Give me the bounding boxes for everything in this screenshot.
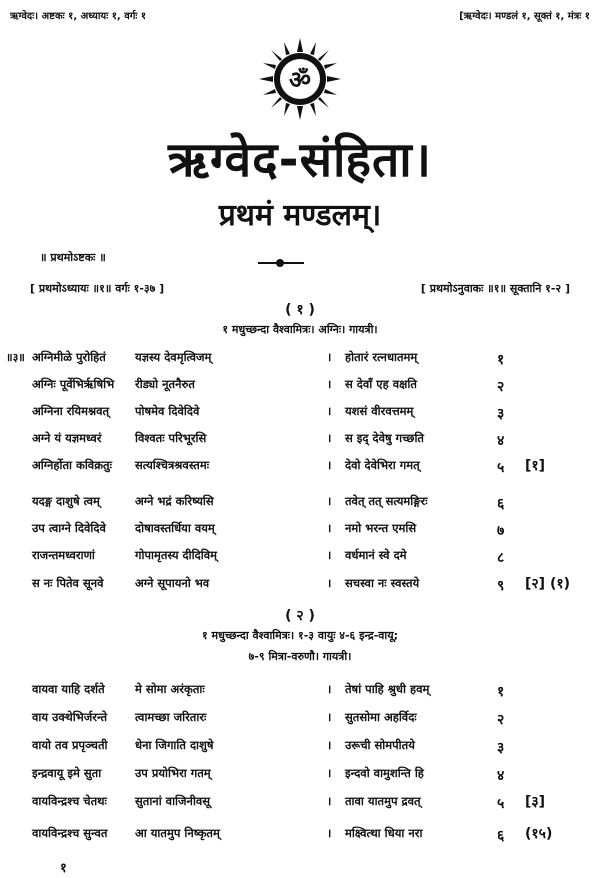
s2-verse-number: ४	[497, 768, 505, 784]
s1-verse-pada-b: गोपामृतस्य दीदिविम्	[135, 548, 217, 562]
adhyaya-bracket: [ प्रथमोऽध्यायः ॥१॥ वर्गः १-३७ ]	[30, 282, 165, 295]
s2-verse-number: १	[497, 684, 505, 700]
s1-verse-danda: ।	[327, 350, 332, 364]
s1-varga-mark: [२] (१)	[525, 576, 571, 592]
margin-note: ॥३॥	[6, 351, 25, 364]
s1-verse-number: ९	[497, 578, 505, 594]
s1-verse-danda: ।	[327, 576, 332, 590]
s1-verse-pada-c: होतारं रत्नधातमम्	[345, 350, 418, 364]
s1-verse-number: ६	[497, 496, 505, 512]
sukta-number-2: ( २ )	[285, 608, 315, 624]
running-header-left: ऋग्वेदः। अष्टकः १, अध्यायः १, वर्गः १	[10, 11, 147, 22]
s1-verse-pada-c: वर्धमानं स्वे दमे	[345, 548, 407, 562]
s2-verse-danda: ।	[327, 766, 332, 780]
s2-varga-mark: [३]	[525, 794, 546, 810]
s2-verse-pada-b: आ यातमुप निष्कृतम्	[135, 826, 220, 840]
s2-verse-pada-a: वायविन्द्रश्च सुन्वत	[32, 826, 108, 840]
running-header-right: [ऋग्वेदः। मण्डलं १, सूक्तं १, मंत्रः १	[459, 11, 590, 22]
s1-verse-pada-b: रीड्यो नूतनैरुत	[135, 377, 195, 391]
s2-verse-pada-a: वायवा याहि दर्शते	[32, 682, 105, 696]
s1-verse-pada-c: स इद् देवेषु गच्छति	[345, 431, 424, 445]
s1-verse-danda: ।	[327, 521, 332, 535]
s1-verse-danda: ।	[327, 431, 332, 445]
s1-verse-pada-c: नमो भरन्त एमसि	[345, 521, 417, 535]
s1-verse-pada-b: पोषमेव दिवेदिवे	[135, 404, 200, 418]
s2-verse-pada-a: वायविन्द्रश्च चेतथः	[32, 794, 107, 808]
s2-verse-pada-a: वाय उक्थेभिर्जरन्ते	[32, 710, 108, 724]
s2-verse-pada-c: तेषां पाहि श्रुधी हवम्	[345, 682, 430, 696]
s1-verse-number: ४	[497, 433, 505, 449]
s1-verse-pada-b: विश्वतः परिभूरसि	[135, 431, 207, 445]
s2-verse-danda: ।	[327, 826, 332, 840]
s2-verse-number: २	[497, 712, 505, 728]
s2-verse-danda: ।	[327, 710, 332, 724]
s1-verse-pada-a: अग्ने यं यज्ञमध्वरं	[32, 431, 102, 445]
s1-verse-danda: ।	[327, 494, 332, 508]
om-glyph: ॐ	[289, 66, 311, 94]
s2-verse-number: ६	[497, 828, 505, 844]
om-sun-emblem-icon	[259, 38, 341, 120]
s1-verse-pada-a: अग्निना रयिमश्नवत्	[32, 404, 110, 418]
s2-verse-danda: ।	[327, 738, 332, 752]
s2-verse-danda: ।	[327, 682, 332, 696]
ashtaka-label: ॥ प्रथमोऽष्टकः ॥	[40, 251, 106, 264]
s1-verse-danda: ।	[327, 458, 332, 472]
s2-verse-danda: ।	[327, 794, 332, 808]
s2-verse-pada-c: सुतसोमा अहर्विदः	[345, 710, 417, 724]
s1-verse-pada-a: उप त्वाग्ने दिवेदिवे	[32, 521, 106, 535]
page-title: ऋग्वेद-संहिता।	[168, 132, 432, 188]
s1-verse-pada-c: तवेत् तत् सत्यमङ्गिरः	[345, 494, 428, 508]
s1-verse-number: ७	[497, 523, 505, 539]
s1-verse-number: २	[497, 379, 505, 395]
s1-verse-pada-b: सत्यश्चित्रश्रवस्तमः	[135, 458, 210, 472]
s2-verse-pada-b: धेना जिगाति दाशुषे	[135, 738, 214, 752]
s1-verse-pada-b: अग्ने भद्रं करिष्यसि	[135, 494, 214, 508]
sukta-2-rishi-line-2: ७-९ मित्रा-वरुणौ। गायत्री।	[248, 650, 352, 663]
s2-verse-pada-c: इन्दवो वामुशन्ति हि	[345, 766, 424, 780]
s2-verse-pada-c: मक्ष्वित्था धिया नरा	[345, 826, 423, 840]
s1-verse-pada-b: दोषावस्तर्धिया वयम्	[135, 521, 215, 535]
s2-verse-number: ३	[497, 740, 505, 756]
sukta-number: ( १ )	[285, 302, 315, 318]
s2-verse-pada-a: इन्द्रवायू इमे सुता	[32, 766, 102, 780]
s1-verse-pada-c: सचस्वा नः स्वस्तये	[345, 576, 420, 590]
s2-verse-pada-a: वायो तव प्रपृञ्चती	[32, 738, 108, 752]
s1-verse-danda: ।	[327, 377, 332, 391]
page-number: १	[60, 861, 67, 876]
s1-verse-number: ८	[497, 550, 505, 566]
s1-verse-pada-b: यज्ञस्य देवमृत्विजम्	[135, 350, 212, 364]
s2-verse-pada-c: तावा यातमुप द्रवत्	[345, 794, 421, 808]
s2-verse-pada-b: त्वामच्छा जरितारः	[135, 710, 207, 724]
anuvaka-bracket: [ प्रथमोऽनुवाकः ॥१॥ सूक्तानि १-२ ]	[420, 282, 570, 295]
s2-verse-pada-b: उप प्रयोभिरा गतम्	[135, 766, 211, 780]
s1-verse-pada-a: यदङ्ग दाशुषे त्वम्	[32, 494, 100, 508]
sukta-2-rishi-line-1: १ मधुच्छन्दा वैश्वामित्रः। १-३ वायुः ४-६ इन्द्र-वायू;	[201, 629, 399, 642]
s2-verse-pada-c: उरूची सोमपीतये	[345, 738, 415, 752]
s1-varga-mark: [१]	[525, 458, 546, 474]
s1-verse-danda: ।	[327, 404, 332, 418]
s1-verse-pada-a: अग्निः पूर्वेभिर्ऋषिभि	[32, 377, 115, 391]
page-subtitle: प्रथमं मण्डलम्।	[218, 198, 382, 233]
s1-verse-number: ३	[497, 406, 505, 422]
s1-verse-pada-c: यशसं वीरवत्तमम्	[345, 404, 414, 418]
s1-verse-pada-a: स नः पितेव सूनवे	[32, 576, 104, 590]
s2-verse-number: ५	[497, 796, 505, 812]
s1-verse-pada-c: देवो देवेभिरा गमत्	[345, 458, 420, 472]
s2-verse-pada-b: सुतानां वाजिनीवसू	[135, 794, 211, 808]
s2-verse-pada-b: मे सोमा अरंकृताः	[135, 682, 205, 696]
ornamental-divider	[258, 262, 304, 264]
s1-verse-pada-b: अग्ने सूपायनो भव	[135, 576, 210, 590]
sukta-rishi-line: १ मधुच्छन्दा वैश्वामित्रः। अग्निः। गायत्री।	[222, 323, 378, 336]
s1-verse-danda: ।	[327, 548, 332, 562]
s1-verse-pada-c: स देवाँ एह वक्षति	[345, 377, 417, 391]
s1-verse-pada-a: राजन्तमध्वराणां	[32, 548, 95, 562]
s1-verse-number: १	[497, 352, 505, 368]
s1-verse-pada-a: अग्निमीळे पुरोहितं	[32, 350, 106, 364]
s1-verse-number: ५	[497, 460, 505, 476]
s1-verse-pada-a: अग्निर्होता कविक्रतुः	[32, 458, 112, 472]
s2-varga-mark: (१५)	[525, 826, 553, 842]
